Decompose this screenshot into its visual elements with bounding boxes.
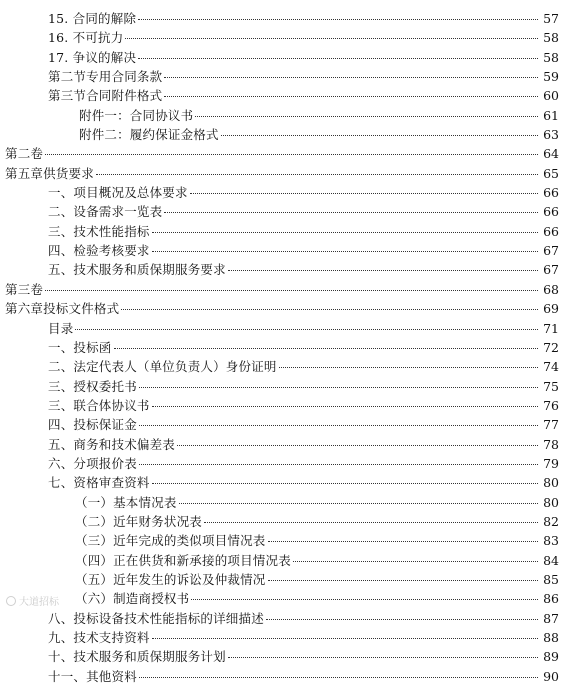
toc-entry[interactable] — [5, 280, 559, 299]
toc-entry-title: 目录 — [48, 320, 74, 336]
dot-leader — [152, 232, 538, 233]
toc-entry-page-number: 89 — [543, 649, 559, 665]
toc-entry-title: 第三节合同附件格式 — [48, 88, 163, 104]
toc-row — [0, 589, 570, 608]
dot-leader — [96, 174, 538, 175]
dot-leader — [114, 348, 538, 349]
toc-entry[interactable] — [48, 202, 559, 221]
dot-leader — [139, 425, 538, 426]
toc-entry-page-number: 80 — [543, 494, 559, 510]
toc-row — [0, 338, 570, 357]
toc-entry-page-number: 86 — [543, 591, 559, 607]
toc-entry-title: 附件二：履约保证金格式 — [79, 127, 219, 143]
dot-leader — [139, 677, 538, 678]
toc-row — [0, 299, 570, 318]
toc-entry-page-number: 79 — [543, 455, 559, 471]
toc-entry[interactable] — [48, 377, 559, 396]
toc-entry-page-number: 59 — [543, 69, 559, 85]
toc-entry-page-number: 74 — [543, 359, 559, 375]
toc-entry-title: 二、设备需求一览表 — [48, 204, 163, 220]
toc-entry-title: 四、检验考核要求 — [48, 243, 150, 259]
toc-entry[interactable] — [48, 415, 559, 434]
toc-entry-page-number: 83 — [543, 533, 559, 549]
toc-entry[interactable] — [48, 67, 559, 86]
dot-leader — [293, 561, 538, 562]
toc-row — [0, 357, 570, 376]
toc-entry-title: 一、项目概况及总体要求 — [48, 185, 188, 201]
dot-leader — [279, 367, 538, 368]
toc-entry[interactable] — [5, 144, 559, 163]
toc-row — [0, 454, 570, 473]
dot-leader — [179, 503, 538, 504]
watermark-logo-icon — [6, 596, 16, 606]
toc-row — [0, 202, 570, 221]
toc-entry[interactable] — [75, 589, 559, 608]
toc-entry[interactable] — [48, 628, 559, 647]
toc-row — [0, 48, 570, 67]
toc-row — [0, 9, 570, 28]
dot-leader — [195, 116, 538, 117]
toc-entry[interactable] — [75, 512, 559, 531]
toc-row — [0, 647, 570, 666]
toc-entry-title: 17. 争议的解决 — [48, 49, 137, 65]
dot-leader — [164, 77, 538, 78]
dot-leader — [125, 38, 538, 39]
toc-entry-page-number: 80 — [543, 475, 559, 491]
toc-entry[interactable] — [48, 647, 559, 666]
toc-row — [0, 86, 570, 105]
toc-row — [0, 183, 570, 202]
table-of-contents — [0, 9, 570, 686]
dot-leader — [190, 193, 538, 194]
toc-entry-page-number: 85 — [543, 571, 559, 587]
toc-entry-page-number: 75 — [543, 378, 559, 394]
toc-entry-title: 附件一：合同协议书 — [79, 107, 194, 123]
dot-leader — [138, 58, 538, 59]
toc-entry[interactable] — [48, 338, 559, 357]
toc-entry[interactable] — [75, 551, 559, 570]
toc-entry-title: 五、技术服务和质保期服务要求 — [48, 262, 226, 278]
toc-entry[interactable] — [48, 28, 559, 47]
toc-entry-title: 五、商务和技术偏差表 — [48, 436, 176, 452]
toc-row — [0, 628, 570, 647]
dot-leader — [139, 387, 538, 388]
toc-entry-page-number: 61 — [543, 107, 559, 123]
dot-leader — [45, 154, 538, 155]
dot-leader — [268, 580, 538, 581]
toc-entry-page-number: 69 — [543, 301, 559, 317]
toc-entry-title: 15. 合同的解除 — [48, 11, 137, 26]
toc-row — [0, 609, 570, 628]
toc-row — [0, 570, 570, 589]
toc-entry-page-number: 64 — [543, 146, 559, 162]
toc-entry[interactable] — [48, 241, 559, 260]
toc-entry-page-number: 87 — [543, 610, 559, 626]
dot-leader — [164, 212, 538, 213]
toc-entry-title: （四）正在供货和新承接的项目情况表 — [75, 552, 291, 568]
toc-entry-title: 十一、其他资料 — [48, 668, 137, 684]
toc-row — [0, 280, 570, 299]
toc-entry[interactable] — [48, 183, 559, 202]
toc-entry-title: 第二卷 — [5, 146, 44, 162]
toc-entry-title: （一）基本情况表 — [75, 494, 177, 510]
toc-entry-title: 六、分项报价表 — [48, 455, 137, 471]
toc-entry-title: 16. 不可抗力 — [48, 30, 124, 46]
toc-row — [0, 551, 570, 570]
toc-entry-page-number: 76 — [543, 397, 559, 413]
toc-entry-title: 一、投标函 — [48, 339, 112, 355]
toc-entry-page-number: 58 — [543, 30, 559, 46]
toc-entry-title: 第二节专用合同条款 — [48, 69, 163, 85]
toc-entry-title: 七、资格审查资料 — [48, 475, 150, 491]
toc-entry-title: 第三卷 — [5, 281, 44, 297]
toc-entry[interactable] — [48, 357, 559, 376]
toc-row — [0, 531, 570, 550]
toc-entry[interactable] — [79, 106, 559, 125]
toc-entry[interactable] — [75, 570, 559, 589]
dot-leader — [268, 541, 538, 542]
toc-entry-page-number: 88 — [543, 630, 559, 645]
toc-entry-page-number: 57 — [543, 11, 559, 26]
dot-leader — [121, 309, 538, 310]
toc-row — [0, 28, 570, 47]
toc-entry-page-number: 67 — [543, 243, 559, 259]
toc-entry-page-number: 58 — [543, 49, 559, 65]
toc-entry-title: 三、联合体协议书 — [48, 397, 150, 413]
toc-entry-title: （五）近年发生的诉讼及仲裁情况 — [75, 571, 266, 587]
toc-entry[interactable] — [5, 164, 559, 183]
dot-leader — [266, 619, 538, 620]
toc-entry-page-number: 71 — [543, 320, 559, 336]
toc-entry-page-number: 63 — [543, 127, 559, 143]
toc-entry-title: 八、投标设备技术性能指标的详细描述 — [48, 610, 264, 626]
toc-entry-title: （三）近年完成的类似项目情况表 — [75, 533, 266, 549]
dot-leader — [139, 464, 538, 465]
toc-entry[interactable] — [75, 531, 559, 550]
dot-leader — [75, 329, 538, 330]
toc-entry-page-number: 78 — [543, 436, 559, 452]
toc-entry-title: 第六章投标文件格式 — [5, 301, 120, 317]
dot-leader — [228, 270, 538, 271]
toc-row — [0, 473, 570, 492]
toc-entry-page-number: 84 — [543, 552, 559, 568]
toc-row — [0, 222, 570, 241]
toc-entry-title: 三、授权委托书 — [48, 378, 137, 394]
toc-row — [0, 667, 570, 686]
toc-entry[interactable] — [48, 667, 559, 686]
dot-leader — [221, 135, 538, 136]
toc-entry-page-number: 77 — [543, 417, 559, 433]
watermark — [6, 593, 59, 608]
toc-entry-page-number: 90 — [543, 668, 559, 684]
toc-entry[interactable] — [48, 222, 559, 241]
dot-leader — [152, 483, 538, 484]
dot-leader — [228, 657, 538, 658]
toc-entry-title: （二）近年财务状况表 — [75, 513, 203, 529]
toc-entry-title: 三、技术性能指标 — [48, 223, 150, 239]
toc-row — [0, 106, 570, 125]
toc-entry-title: 二、法定代表人（单位负责人）身份证明 — [48, 359, 277, 375]
toc-entry-page-number: 65 — [543, 165, 559, 181]
toc-row — [0, 144, 570, 163]
toc-row — [0, 319, 570, 338]
toc-entry[interactable] — [48, 9, 559, 28]
dot-leader — [164, 96, 538, 97]
toc-entry[interactable] — [48, 86, 559, 105]
toc-entry-page-number: 72 — [543, 339, 559, 355]
toc-entry[interactable] — [48, 48, 559, 67]
toc-entry[interactable] — [48, 319, 559, 338]
toc-row — [0, 396, 570, 415]
dot-leader — [191, 599, 538, 600]
toc-entry[interactable] — [48, 396, 559, 415]
toc-entry-title: （六）制造商授权书 — [75, 591, 190, 607]
toc-entry[interactable] — [48, 454, 559, 473]
toc-entry-page-number: 66 — [543, 223, 559, 239]
toc-entry[interactable] — [48, 260, 559, 279]
toc-entry[interactable] — [79, 125, 559, 144]
toc-entry-page-number: 66 — [543, 185, 559, 201]
dot-leader — [152, 406, 538, 407]
toc-entry[interactable] — [75, 493, 559, 512]
dot-leader — [152, 638, 538, 639]
toc-entry-page-number: 68 — [543, 281, 559, 297]
toc-entry-page-number: 82 — [543, 513, 559, 529]
toc-entry-title: 十、技术服务和质保期服务计划 — [48, 649, 226, 665]
toc-row — [0, 512, 570, 531]
dot-leader — [45, 290, 538, 291]
toc-row — [0, 435, 570, 454]
dot-leader — [177, 445, 538, 446]
toc-row — [0, 415, 570, 434]
toc-entry-title: 第五章供货要求 — [5, 165, 94, 181]
toc-entry-page-number: 60 — [543, 88, 559, 104]
toc-row — [0, 377, 570, 396]
toc-entry-page-number: 67 — [543, 262, 559, 278]
toc-entry-page-number: 66 — [543, 204, 559, 220]
watermark-text: 大道招标 — [19, 597, 59, 608]
toc-entry[interactable] — [48, 435, 559, 454]
toc-row — [0, 125, 570, 144]
toc-entry[interactable] — [5, 299, 559, 318]
toc-entry[interactable] — [48, 609, 559, 628]
toc-entry-title: 四、投标保证金 — [48, 417, 137, 433]
toc-row — [0, 164, 570, 183]
toc-row — [0, 241, 570, 260]
dot-leader — [152, 251, 538, 252]
toc-row — [0, 260, 570, 279]
dot-leader — [204, 522, 538, 523]
toc-entry-title: 九、技术支持资料 — [48, 630, 150, 645]
toc-row — [0, 493, 570, 512]
toc-row — [0, 67, 570, 86]
dot-leader — [138, 19, 538, 20]
toc-entry[interactable] — [48, 473, 559, 492]
